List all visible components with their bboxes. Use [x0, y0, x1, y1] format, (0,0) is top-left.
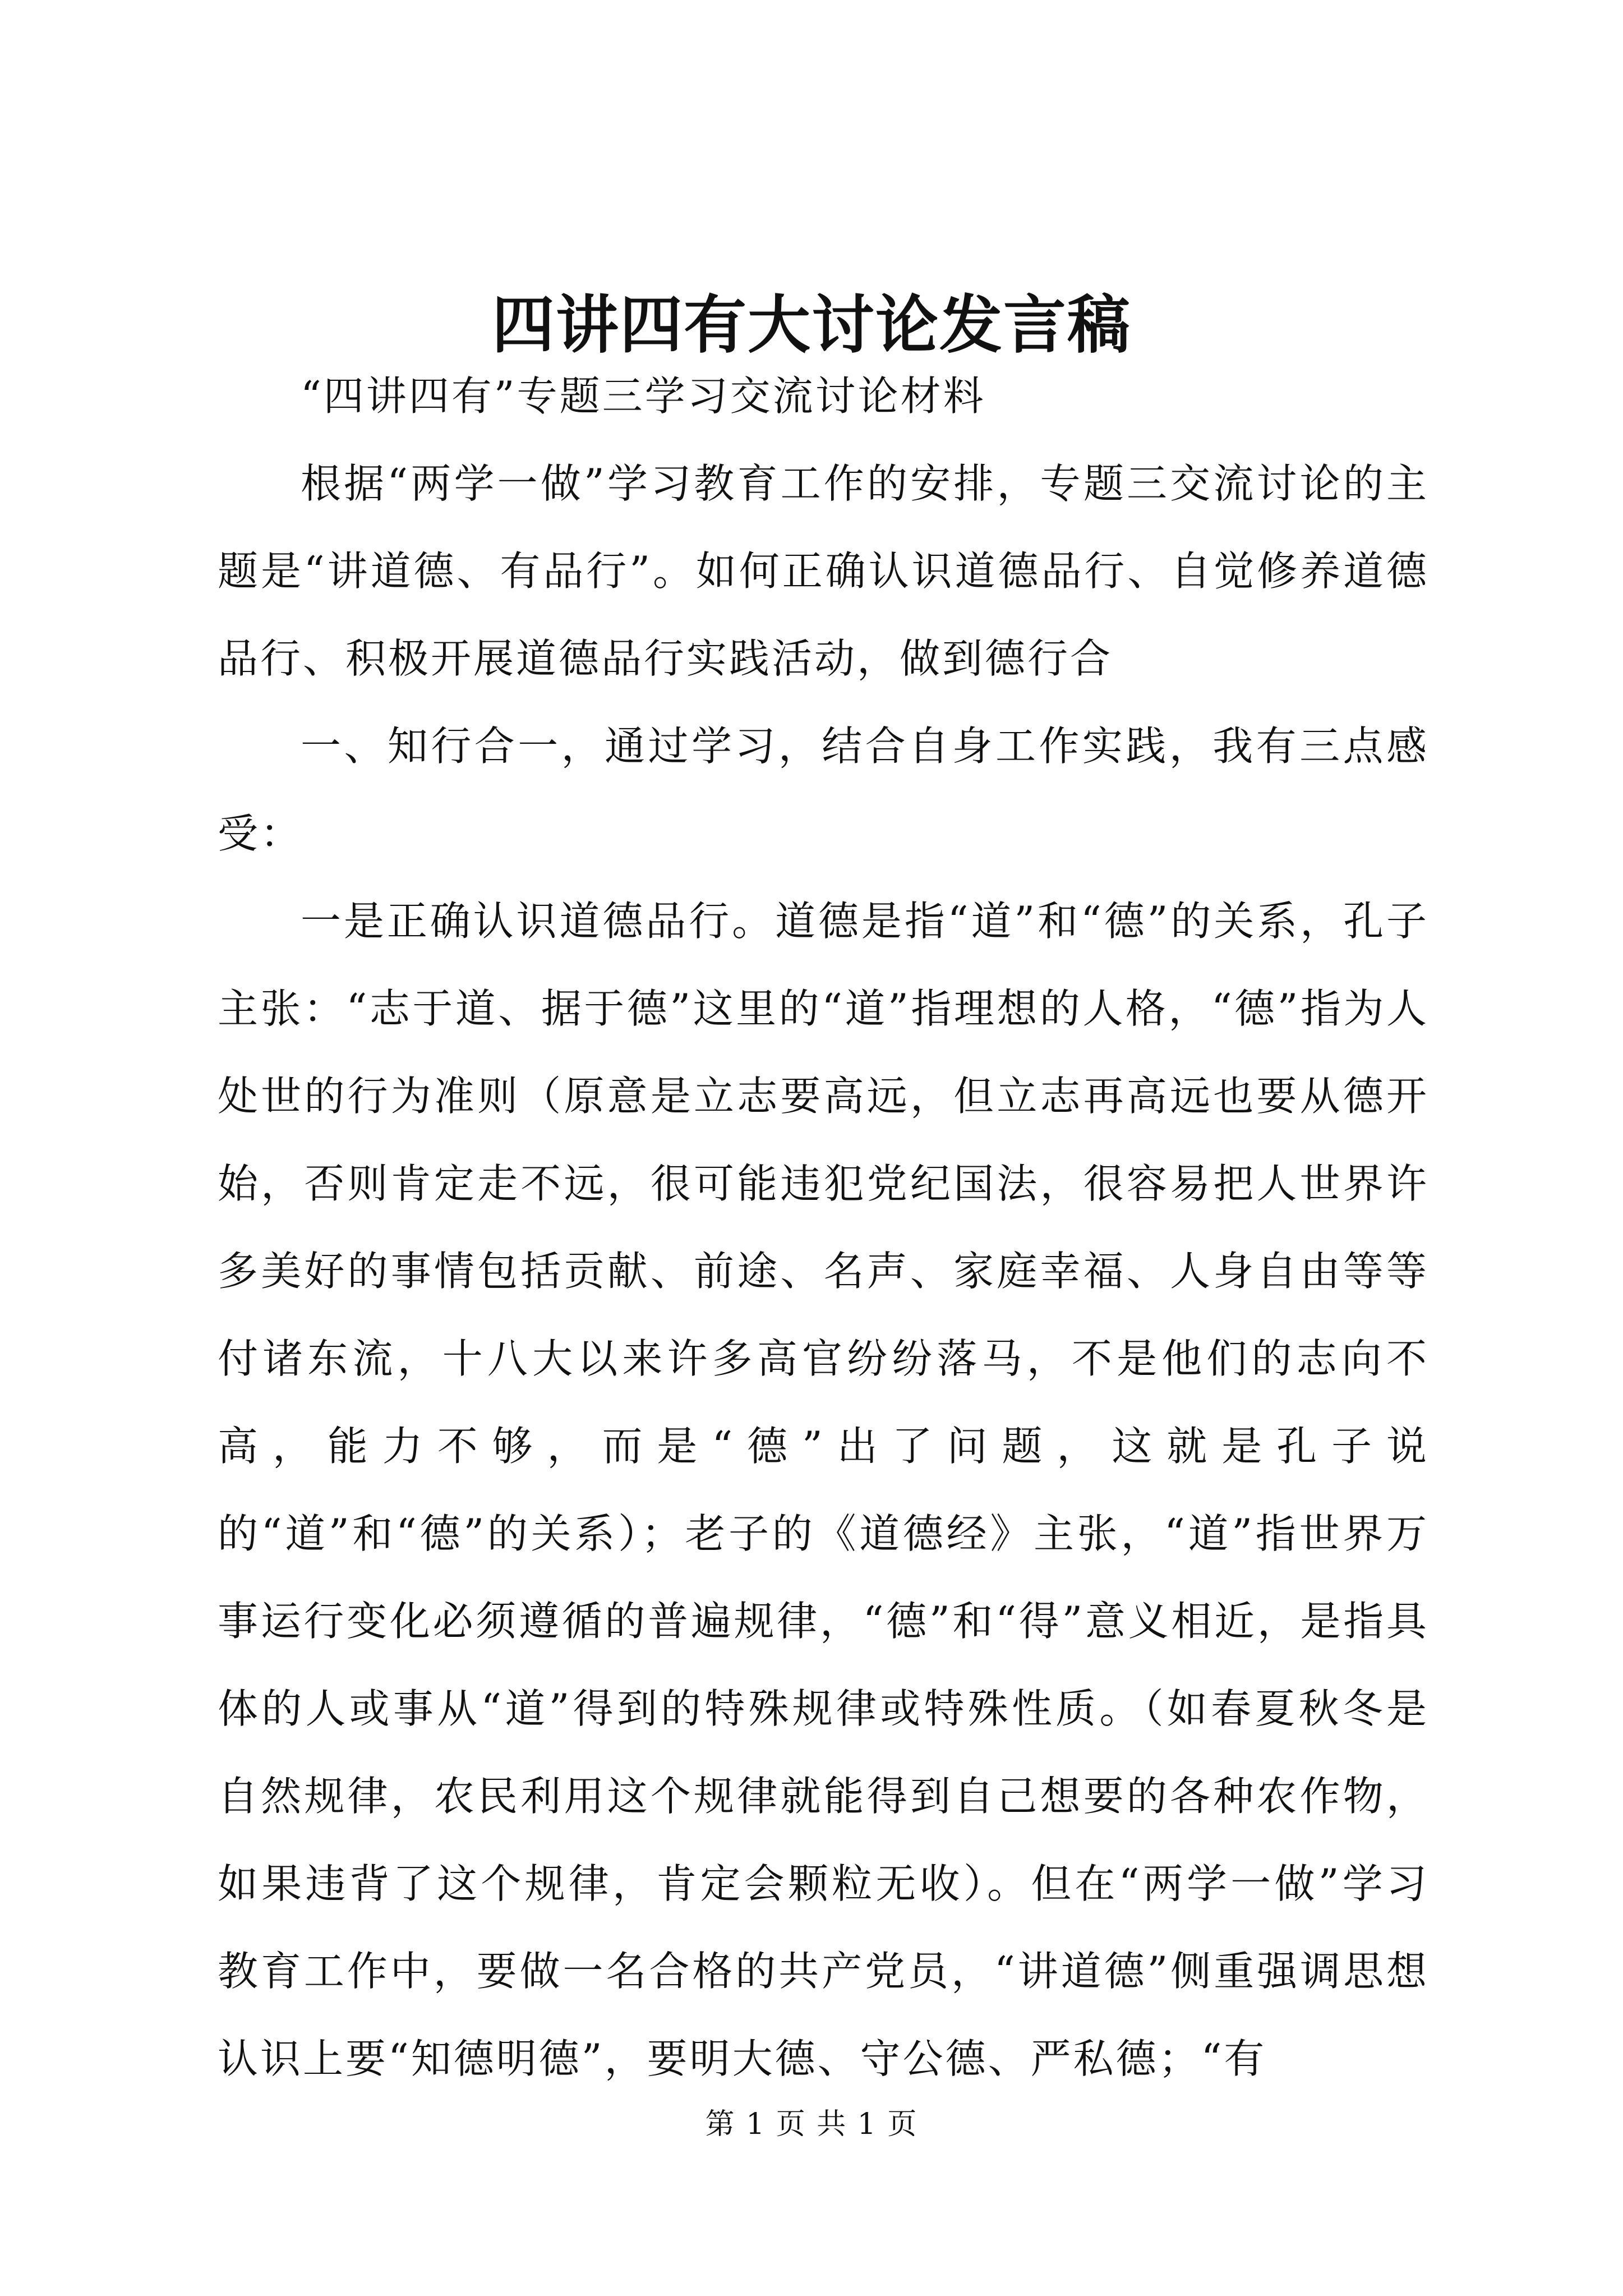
body-paragraph: 一、知行合一，通过学习，结合自身工作实践，我有三点感受： [218, 723, 1429, 857]
body-paragraph: 根据“两学一做”学习教育工作的安排，专题三交流讨论的主题是“讲道德、有品行”。如何正确认识道德品行、自觉修养道德品行、积极开展道德品行实践活动，做到德行合 [218, 460, 1429, 682]
page-number-footer: 第 1 页 共 1 页 [705, 2108, 918, 2141]
subtitle-paragraph: “四讲四有”专题三学习交流讨论材料 [301, 372, 986, 420]
body-paragraph: 一是正确认识道德品行。道德是指“道”和“德”的关系，孔子主张：“志于道、据于德”这里的“道”指理想的人格，“德”指为人处世的行为准则（原意是立志要高远，但立志再高远也要从德开始，否则肯定走不远，很可能违犯党纪国法，很容易把人世界许多美好的事情包括贡献、前途、名声、家庭幸福、人身自由等等付诸东流，十八大以来许多高官纷纷落马，不是他们的志向不高，能力不够，而是“德”出了问题，这就是孔子说的“道”和“德”的关系）；老子的《道德经》主张，“道”指世界万事运行变化必须遵循的普遍规律，“德”和“得”意义相近，是指具体的人或事从“道”得到的特殊规律或特殊性质。（如春夏秋冬是自然规律，农民利用这个规律就能得到自己想要的各种农作物，如果违背了这个规律，肯定会颗粒无收）。但在“两学一做”学习教育工作中，要做一名合格的共产党员，“讲道德”侧重强调思想认识上要“知德明德”，要明大德、守公德、严私德；“有 [218, 898, 1429, 2082]
document-body [218, 352, 1429, 2102]
document-title: 四讲四有大讨论发言稿 [492, 288, 1131, 362]
